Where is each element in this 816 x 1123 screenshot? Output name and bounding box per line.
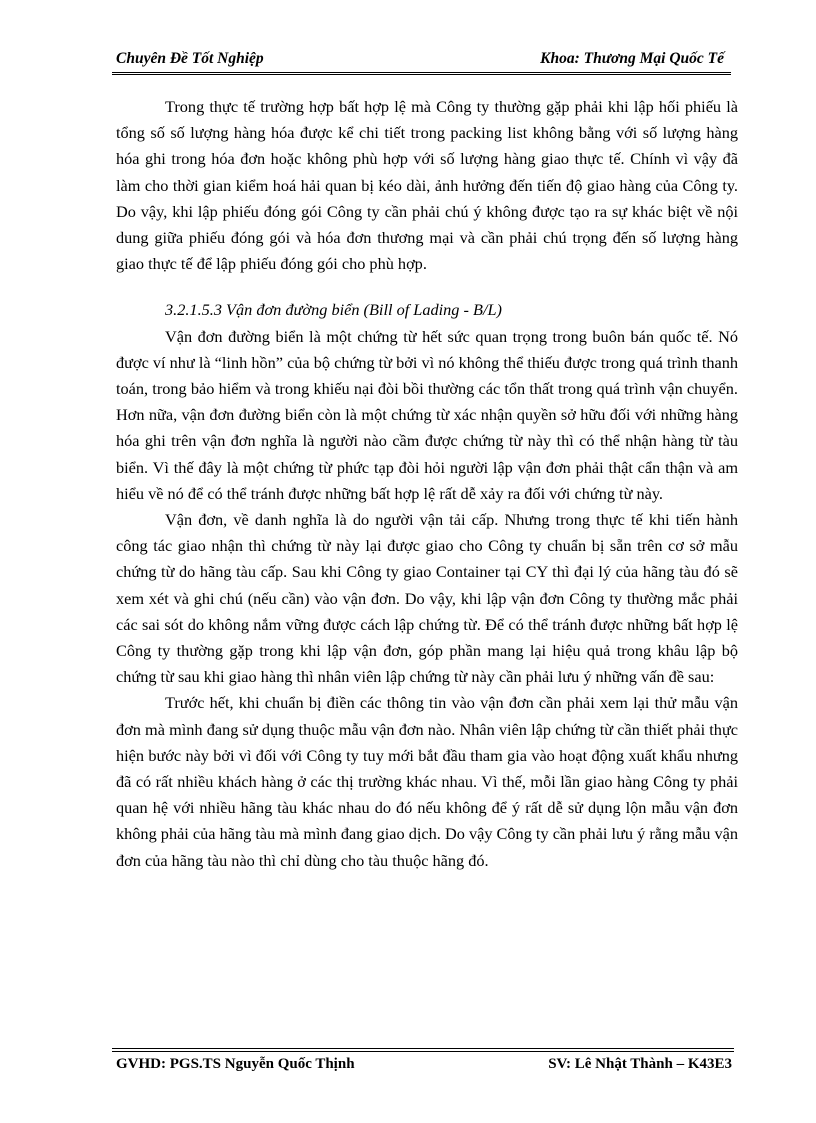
header-divider — [112, 72, 731, 75]
footer-student: SV: Lê Nhật Thành – K43E3 — [548, 1056, 732, 1072]
page-header — [112, 50, 728, 74]
footer-divider — [112, 1048, 734, 1052]
paragraph-bill-of-lading-template: Trước hết, khi chuẩn bị điền các thông tin vào vận đơn cần phải xem lại thử mẫu vận đơn mà mình đang sử dụng thuộc mẫu vận đơn nào. Nhân viên lập chứng từ cần thiết phải thực hiện bước này bởi vì đối với Công ty tuy mới bắt đầu tham gia vào hoạt động xuất khẩu nhưng đã có rất nhiều khách hàng ở các thị trường khác nhau. Vì thế, mỗi lần giao hàng Công ty phải quan hệ với nhiều hãng tàu khác nhau do đó nếu không để ý rất dễ sử dụng lộn mẫu vận đơn không phải của hãng tàu mà mình đang giao dịch. Do vậy Công ty cần phải lưu ý rằng mẫu vận đơn của hãng tàu nào thì chỉ dùng cho tàu thuộc hãng đó. — [116, 693, 738, 870]
section-heading: 3.2.1.5.3 Vận đơn đường biển (Bill of Lading - B/L) — [165, 300, 502, 320]
paragraph-bill-of-lading-issuance: Vận đơn, về danh nghĩa là do người vận tải cấp. Nhưng trong thực tế khi tiến hành công tác giao nhận thì chứng từ này lại được giao cho Công ty chuẩn bị sẵn trên cơ sở mẫu chứng từ do hãng tàu cấp. Sau khi Công ty giao Container tại CY thì đại lý của hãng tàu đó sẽ xem xét và ghi chú (nếu cần) vào vận đơn. Do vậy, khi lập vận đơn Công ty thường mắc phải các sai sót do không nắm vững được cách lập chứng từ. Để có thể tránh được những bất hợp lệ Công ty thường gặp trong khi lập vận đơn, góp phần mang lại hiệu quả trong khâu lập bộ chứng từ sau khi giao hàng thì nhân viên lập chứng từ này cần phải lưu ý những vấn đề sau: — [116, 510, 738, 687]
footer-supervisor: GVHD: PGS.TS Nguyễn Quốc Thịnh — [116, 1056, 355, 1072]
header-left-title: Chuyên Đề Tốt Nghiệp — [116, 50, 264, 67]
header-right-title: Khoa: Thương Mại Quốc Tế — [540, 50, 724, 67]
page-footer — [116, 1056, 738, 1078]
paragraph-bill-of-lading-intro: Vận đơn đường biển là một chứng từ hết sức quan trọng trong buôn bán quốc tế. Nó được ví như là “linh hồn” của bộ chứng từ bởi vì nó không thể thiếu được trong quá trình thanh toán, trong bảo hiểm và trong khiếu nại đòi bồi thường các tổn thất trong quá trình vận chuyển. Hơn nữa, vận đơn đường biển còn là một chứng từ xác nhận quyền sở hữu đối với những hàng hóa ghi trên vận đơn nghĩa là người nào cầm được chứng từ này thì có thể nhận hàng từ tàu biển. Vì thế đây là một chứng từ phức tạp đòi hỏi người lập vận đơn phải thật cẩn thận và am hiểu về nó để có thể tránh được những bất hợp lệ rất dễ xảy ra đối với chứng từ này. — [116, 326, 738, 503]
document-body — [116, 94, 738, 874]
paragraph-packing-list: Trong thực tế trường hợp bất hợp lệ mà Công ty thường gặp phải khi lập hối phiếu là tổng số số lượng hàng hóa được kể chi tiết trong packing list không bằng với số lượng hàng hóa ghi trong hóa đơn hoặc không phù hợp với số lượng hàng giao thực tế. Chính vì vậy đã làm cho thời gian kiểm hoá hải quan bị kéo dài, ảnh hưởng đến tiến độ giao hàng của Công ty. Do vậy, khi lập phiếu đóng gói Công ty cần phải chú ý không được tạo ra sự khác biệt về nội dung giữa phiếu đóng gói và hóa đơn thương mại và cần phải chú trọng đến số lượng hàng giao thực tế để lập phiếu đóng gói cho phù hợp. — [116, 97, 738, 274]
